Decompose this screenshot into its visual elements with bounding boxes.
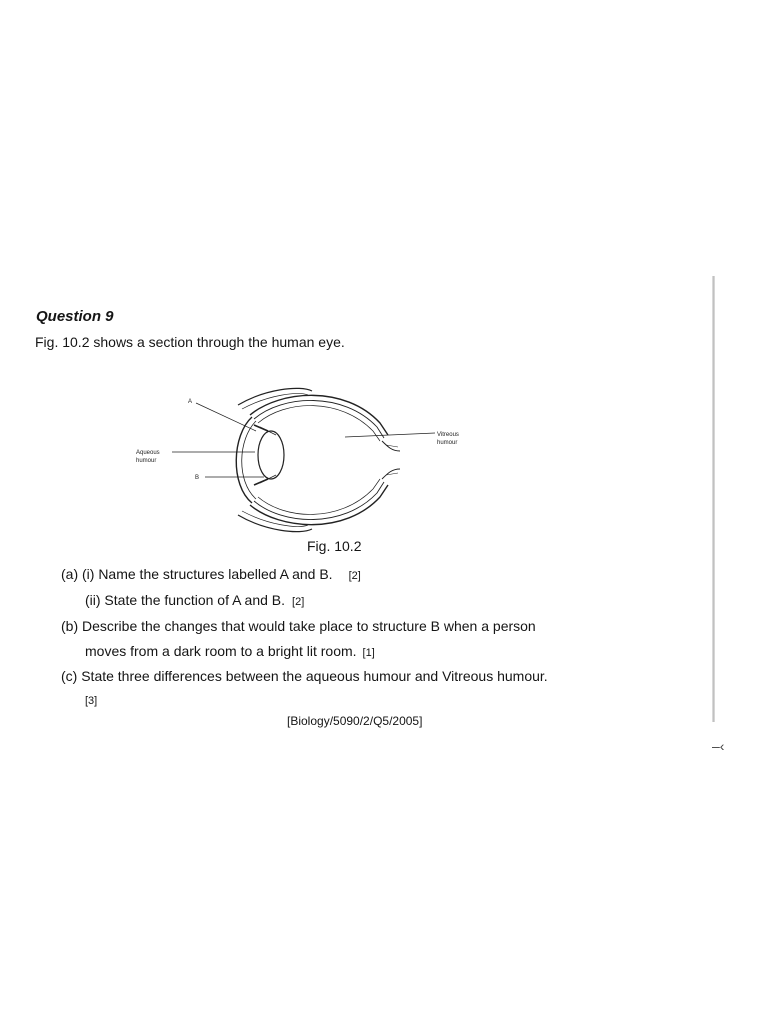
eye-diagram	[130, 385, 480, 535]
label-aqueous-2: humour	[136, 458, 157, 464]
part-c-marks: [3]	[85, 695, 98, 707]
sclera-outline	[250, 395, 388, 435]
label-b: B	[195, 475, 200, 481]
question-intro: Fig. 10.2 shows a section through the human eye.	[35, 334, 345, 350]
label-vitreous-1: Vitreous	[437, 432, 459, 438]
label-vitreous-2: humour	[437, 440, 458, 446]
page-edge-mark: –‹	[712, 738, 725, 754]
label-line-a	[196, 403, 256, 431]
part-a-ii-marks: [2]	[292, 596, 305, 608]
part-a-ii	[85, 592, 304, 608]
part-c-line1: (c) State three differences between the aqueous humour and Vitreous humour.	[61, 668, 548, 684]
page-edge-shadow	[712, 276, 715, 722]
iris	[254, 425, 268, 485]
part-a-i-text: (a) (i) Name the structures labelled A and B.	[61, 566, 333, 582]
part-b-text: moves from a dark room to a bright lit room.	[85, 643, 357, 659]
label-a: A	[188, 399, 193, 405]
part-a-ii-text: (ii) State the function of A and B.	[85, 592, 286, 608]
part-b-marks: [1]	[362, 647, 375, 659]
figure-caption: Fig. 10.2	[307, 538, 362, 554]
source-reference: [Biology/5090/2/Q5/2005]	[287, 714, 423, 728]
label-aqueous-1: Aqueous	[136, 450, 160, 456]
label-line-vitreous	[345, 433, 435, 437]
part-a-i-marks: [2]	[348, 570, 361, 582]
part-b-line1: (b) Describe the changes that would take place to structure B when a person	[61, 618, 536, 634]
lens	[258, 431, 284, 479]
question-title: Question 9	[36, 308, 114, 325]
part-a-i	[61, 566, 361, 582]
part-b-line2	[85, 643, 375, 659]
